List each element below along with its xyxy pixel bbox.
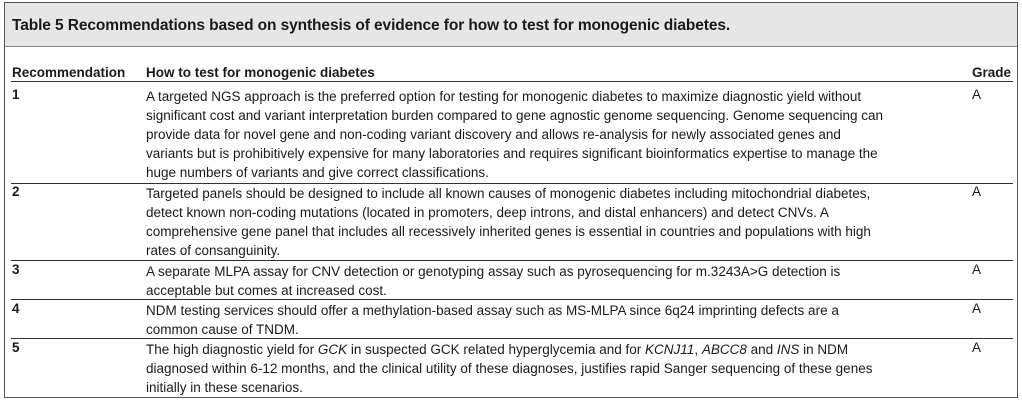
row-grade: A — [972, 262, 982, 277]
text-segment: The high diagnostic yield for — [146, 342, 318, 357]
header-how-to-test: How to test for monogenic diabetes — [146, 65, 375, 80]
row-text — [146, 262, 966, 300]
row-text-line: acceptable but comes at increased cost. — [146, 283, 387, 298]
row-text-line: A targeted NGS approach is the preferred option for testing for monogenic diabetes to maximize diagnostic yield without — [146, 89, 862, 104]
text-segment: in suspected GCK related hyperglycemia and for — [347, 342, 646, 357]
row-number: 1 — [12, 87, 20, 102]
row-number: 3 — [12, 262, 20, 277]
table-title-bar — [5, 3, 1017, 47]
gene-name: ABCC8 — [701, 342, 747, 357]
row-text-line: NDM testing services should offer a methylation-based assay such as MS-MLPA since 6q24 imprinting defects are a — [146, 303, 839, 318]
row-text-line: Targeted panels should be designed to include all known causes of monogenic diabetes including mitochondrial diabetes, — [146, 186, 871, 201]
row-grade: A — [972, 340, 982, 355]
text-segment: , — [694, 342, 702, 357]
gene-name: INS — [776, 342, 800, 357]
table-frame — [4, 2, 1018, 398]
gene-name: KCNJ11 — [645, 342, 695, 357]
row-text-line: significant cost and variant interpretation burden compared to gene agnostic genome sequencing. Genome sequencing can — [146, 108, 883, 123]
row-text — [146, 340, 966, 397]
row-text — [146, 301, 966, 339]
row-text-line: variants but is prohibitively expensive for many laboratories and requires significant bioinformatics expertise to manage the — [146, 146, 878, 161]
row-divider — [11, 299, 1013, 300]
row-text-line: diagnosed within 6-12 months, and the clinical utility of these diagnoses, justifies rapid Sanger sequencing of these genes — [146, 361, 873, 376]
row-text-line: provide data for novel gene and non-coding variant discovery and allows re-analysis for newly associated genes and — [146, 127, 841, 142]
row-number: 2 — [12, 184, 20, 199]
table-title: Table 5 Recommendations based on synthesis of evidence for how to test for monogenic diabetes. — [12, 17, 731, 34]
text-segment: in NDM — [799, 342, 849, 357]
row-text-line: huge numbers of variants and give correct classifications. — [146, 165, 489, 180]
row-text-line: A separate MLPA assay for CNV detection or genotyping assay such as pyrosequencing for m.3243A>G detection is — [146, 264, 841, 279]
row-text — [146, 87, 966, 182]
row-text-line: detect known non-coding mutations (located in promoters, deep introns, and distal enhancers) and detect CNVs. A — [146, 205, 829, 220]
gene-name: GCK — [317, 342, 348, 357]
row-grade: A — [972, 87, 982, 102]
header-recommendation: Recommendation — [12, 65, 126, 80]
row-number: 4 — [12, 301, 20, 316]
row-divider — [11, 260, 1013, 261]
header-grade: Grade — [972, 65, 1012, 80]
row-divider — [11, 338, 1013, 339]
row-text-line — [146, 340, 966, 359]
row-grade: A — [972, 301, 982, 316]
row-text-line: comprehensive gene panel that includes all recessively inherited genes is essential in countries and populations with high — [146, 224, 871, 239]
row-text — [146, 184, 966, 260]
row-text-line: common cause of TNDM. — [146, 322, 299, 337]
row-number: 5 — [12, 340, 20, 355]
text-segment: and — [746, 342, 777, 357]
row-grade: A — [972, 184, 982, 199]
row-text-line: rates of consanguinity. — [146, 243, 281, 258]
row-text-line: initially in these scenarios. — [146, 380, 303, 395]
header-divider — [11, 81, 1013, 82]
